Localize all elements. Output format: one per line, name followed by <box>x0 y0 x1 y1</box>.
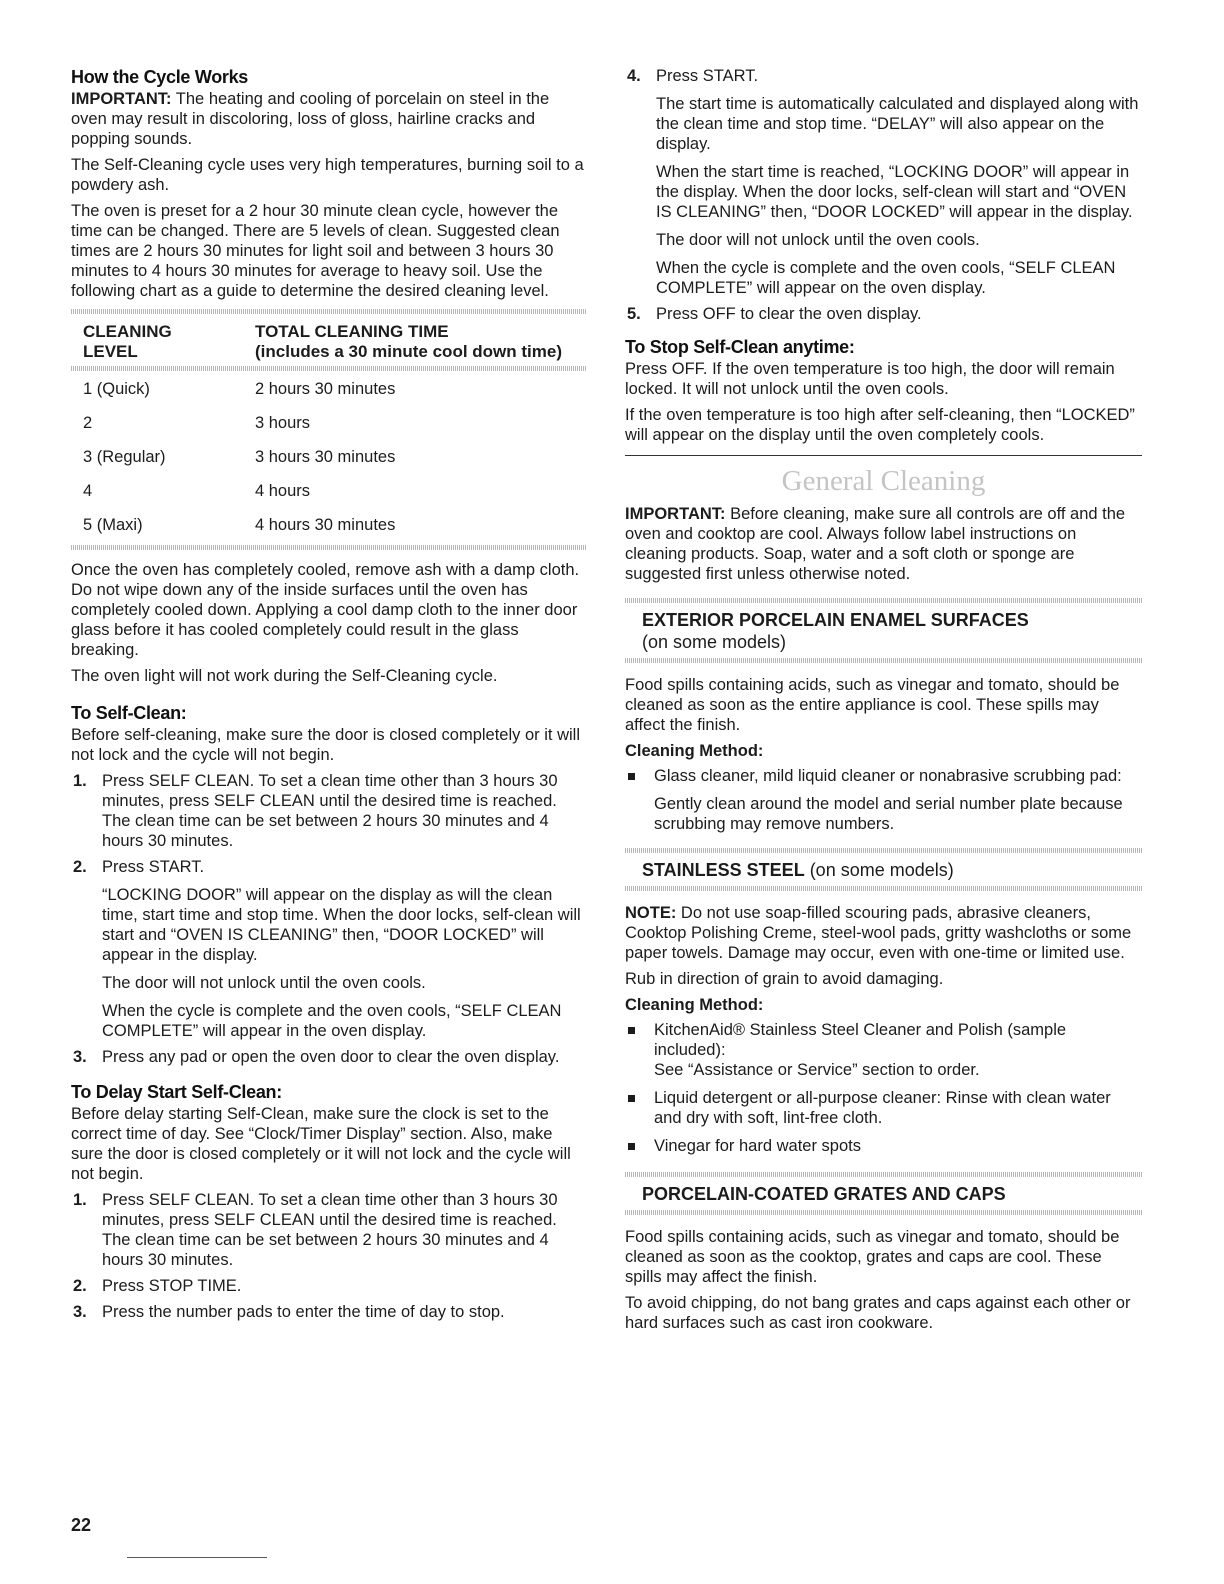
cleaning-time-cell: 4 hours <box>255 482 311 500</box>
stop-paragraph-2: If the oven temperature is too high after self-cleaning, then “LOCKED” will appear on the display until the oven completely cools. <box>625 406 1135 444</box>
exterior-method-label: Cleaning Method: <box>625 742 764 760</box>
stainless-subtitle: (on some models) <box>804 860 954 880</box>
bullet-item <box>625 1020 1142 1080</box>
stainless-steel-heading <box>625 853 1142 886</box>
step-number: 3. <box>73 1048 87 1066</box>
delay-intro-paragraph: Before delay starting Self-Clean, make sure the clock is set to the correct time of day. See “Clock/Timer Display” section. Also, make sure the door is closed completely or it will not lock and the cycle will not begin. <box>71 1105 571 1183</box>
cleaning-level-cell: 3 (Regular) <box>83 448 166 466</box>
step-text: When the cycle is complete and the oven cools, “SELF CLEAN COMPLETE” will appear on the oven display. <box>656 259 1116 297</box>
exterior-bottom-rule <box>625 658 1142 663</box>
table-row <box>71 443 587 477</box>
square-bullet-icon <box>628 1095 635 1102</box>
bullet-text: KitchenAid® Stainless Steel Cleaner and Polish (sample included): See “Assistance or Service” section to order. <box>654 1021 1067 1079</box>
step-number: 2. <box>73 1277 87 1295</box>
oven-light-paragraph: The oven light will not work during the Self-Cleaning cycle. <box>71 667 498 685</box>
table-row <box>71 409 587 443</box>
step-text: Press STOP TIME. <box>102 1277 242 1295</box>
cleaning-table-body <box>71 375 587 545</box>
how-cycle-works-heading: How the Cycle Works <box>71 67 249 87</box>
stainless-note-label: NOTE: <box>625 904 677 922</box>
table-row <box>71 477 587 511</box>
gc-important-paragraph <box>625 504 1142 584</box>
gc-important-label: IMPORTANT: <box>625 505 726 523</box>
table-bottom-rule <box>71 545 587 550</box>
preset-paragraph: The oven is preset for a 2 hour 30 minute clean cycle, however the time can be changed. There are 5 levels of clean. Suggested clean times are 2 hours 30 minutes for light soil and between 3 hours 30 minutes to 4 hours 30 minutes for average to heavy soil. Use the following chart as a guide to determine the desired cleaning level. <box>71 202 560 300</box>
header-cleaning-level: CLEANING LEVEL <box>83 322 172 361</box>
step-item <box>71 857 587 1041</box>
grates-paragraph-1: Food spills containing acids, such as vinegar and tomato, should be cleaned as soon as the cooktop, grates and caps are cool. These spills may affect the finish. <box>625 1228 1120 1286</box>
gc-important-text: Before cleaning, make sure all controls are off and the oven and cooktop are cool. Always follow label instructions on cleaning products. Soap, water and a soft cloth or sponge are suggested first unless otherwise noted. <box>625 505 1126 583</box>
delay-start-heading: To Delay Start Self-Clean: <box>71 1082 282 1102</box>
bullet-item <box>625 766 1142 834</box>
step-text: The door will not unlock until the oven cools. <box>102 974 426 992</box>
grates-bottom-rule <box>625 1210 1142 1215</box>
bullet-item <box>625 1136 1142 1156</box>
stainless-grain-paragraph: Rub in direction of grain to avoid damaging. <box>625 970 944 988</box>
step-item <box>71 1302 587 1322</box>
exterior-subtitle: (on some models) <box>642 632 787 652</box>
page-number: 22 <box>71 1515 92 1535</box>
table-row <box>71 511 587 545</box>
self-clean-steps <box>71 771 587 1067</box>
table-row <box>71 375 587 409</box>
grates-paragraph-2: To avoid chipping, do not bang grates and caps against each other or hard surfaces such as cast iron cookware. <box>625 1294 1131 1332</box>
bullet-text: Vinegar for hard water spots <box>654 1137 861 1155</box>
step-item <box>71 1190 587 1270</box>
footer-line <box>127 1557 267 1558</box>
step-item <box>71 1047 587 1067</box>
grates-heading <box>625 1177 1142 1210</box>
step-number: 1. <box>73 772 87 790</box>
exterior-paragraph: Food spills containing acids, such as vinegar and tomato, should be cleaned as soon as the entire appliance is cool. These spills may affect the finish. <box>625 676 1120 734</box>
step-number: 1. <box>73 1191 87 1209</box>
important-label: IMPORTANT: <box>71 90 172 108</box>
cleaning-time-cell: 3 hours <box>255 414 311 432</box>
section-divider <box>625 455 1142 456</box>
step-number: 2. <box>73 858 87 876</box>
square-bullet-icon <box>628 1027 635 1034</box>
stop-paragraph-1: Press OFF. If the oven temperature is too high, the door will remain locked. It will not unlock until the oven cools. <box>625 360 1115 398</box>
cleaning-time-cell: 4 hours 30 minutes <box>255 516 396 534</box>
stop-self-clean-heading: To Stop Self-Clean anytime: <box>625 337 855 357</box>
step-item <box>625 66 1142 298</box>
step-text: The door will not unlock until the oven cools. <box>656 231 980 249</box>
table-header-rule <box>71 366 587 371</box>
step-text: The start time is automatically calculated and displayed along with the clean time and stop time. “DELAY” will also appear on the display. <box>656 95 1139 153</box>
step-text: Press the number pads to enter the time of day to stop. <box>102 1303 505 1321</box>
cleaning-level-cell: 5 (Maxi) <box>83 516 143 534</box>
step-text: Press OFF to clear the oven display. <box>656 305 922 323</box>
step-number: 4. <box>627 67 641 85</box>
self-clean-before-paragraph: Before self-cleaning, make sure the door is closed completely or it will not lock and the cycle will not begin. <box>71 726 580 764</box>
exterior-method-list <box>625 766 1142 834</box>
bullet-item <box>625 1088 1142 1128</box>
cleaning-time-cell: 2 hours 30 minutes <box>255 380 396 398</box>
stainless-method-label: Cleaning Method: <box>625 996 764 1014</box>
important-paragraph <box>71 89 587 149</box>
grates-title: PORCELAIN-COATED GRATES AND CAPS <box>642 1184 1006 1204</box>
cleaning-level-cell: 1 (Quick) <box>83 380 150 398</box>
delay-start-steps-continued <box>625 66 1142 324</box>
self-clean-intro-paragraph: The Self-Cleaning cycle uses very high temperatures, burning soil to a powdery ash. <box>71 156 584 194</box>
exterior-porcelain-heading <box>625 603 1142 658</box>
important-text: The heating and cooling of porcelain on steel in the oven may result in discoloring, loss of gloss, hairline cracks and popping sounds. <box>71 90 550 148</box>
step-text: Press any pad or open the oven door to clear the oven display. <box>102 1048 560 1066</box>
left-column <box>71 66 587 1328</box>
table-header-row <box>71 318 587 366</box>
cleaning-level-cell: 4 <box>83 482 93 500</box>
header-total-cleaning-time: TOTAL CLEANING TIME (includes a 30 minute cool down time) <box>255 322 562 361</box>
bullet-text: Gently clean around the model and serial number plate because scrubbing may remove numbers. <box>654 795 1123 833</box>
delay-start-steps <box>71 1190 587 1322</box>
stainless-note-text: Do not use soap-filled scouring pads, abrasive cleaners, Cooktop Polishing Creme, steel-wool pads, gritty washcloths or some paper towels. Damage may occur, even with one-time or limited use. <box>625 904 1132 962</box>
step-text: When the cycle is complete and the oven cools, “SELF CLEAN COMPLETE” will appear in the oven display. <box>102 1002 562 1040</box>
bullet-text: Glass cleaner, mild liquid cleaner or nonabrasive scrubbing pad: <box>654 767 1122 785</box>
step-text: Press SELF CLEAN. To set a clean time other than 3 hours 30 minutes, press SELF CLEAN until the desired time is reached. The clean time can be set between 2 hours 30 minutes and 4 hours 30 minutes. <box>102 1191 558 1269</box>
square-bullet-icon <box>628 1143 635 1150</box>
square-bullet-icon <box>628 773 635 780</box>
bullet-text: Liquid detergent or all-purpose cleaner: Rinse with clean water and dry with soft, lint-free cloth. <box>654 1089 1111 1127</box>
step-text: Press START. <box>656 67 759 85</box>
general-cleaning-title: General Cleaning <box>781 465 986 497</box>
to-self-clean-heading: To Self-Clean: <box>71 703 187 723</box>
stainless-title: STAINLESS STEEL <box>642 860 805 880</box>
step-text: When the start time is reached, “LOCKING DOOR” will appear in the display. When the door locks, self-clean will start and “OVEN IS CLEANING” then, “DOOR LOCKED” will appear in the display. <box>656 163 1133 221</box>
step-number: 3. <box>73 1303 87 1321</box>
right-column <box>625 66 1142 1339</box>
exterior-title: EXTERIOR PORCELAIN ENAMEL SURFACES <box>642 610 1029 630</box>
step-text: “LOCKING DOOR” will appear on the display as will the clean time, start time and stop time. When the door locks, self-clean will start and “OVEN IS CLEANING” then, “DOOR LOCKED” will appear in the display. <box>102 886 581 964</box>
step-number: 5. <box>627 305 641 323</box>
step-item <box>71 1276 587 1296</box>
cleaning-level-table <box>71 318 587 545</box>
cooled-paragraph: Once the oven has completely cooled, remove ash with a damp cloth. Do not wipe down any of the inside surfaces until the oven has completely cooled down. Applying a cool damp cloth to the inner door glass before it has cooled completely could result in the glass breaking. <box>71 561 580 659</box>
cleaning-level-cell: 2 <box>83 414 93 432</box>
stainless-note-paragraph <box>625 903 1142 963</box>
stainless-method-list <box>625 1020 1142 1156</box>
cleaning-time-cell: 3 hours 30 minutes <box>255 448 396 466</box>
table-top-rule <box>71 309 587 314</box>
step-item <box>625 304 1142 324</box>
stainless-bottom-rule <box>625 886 1142 891</box>
step-item <box>71 771 587 851</box>
step-text: Press START. <box>102 858 205 876</box>
step-text: Press SELF CLEAN. To set a clean time other than 3 hours 30 minutes, press SELF CLEAN until the desired time is reached. The clean time can be set between 2 hours 30 minutes and 4 hours 30 minutes. <box>102 772 558 850</box>
